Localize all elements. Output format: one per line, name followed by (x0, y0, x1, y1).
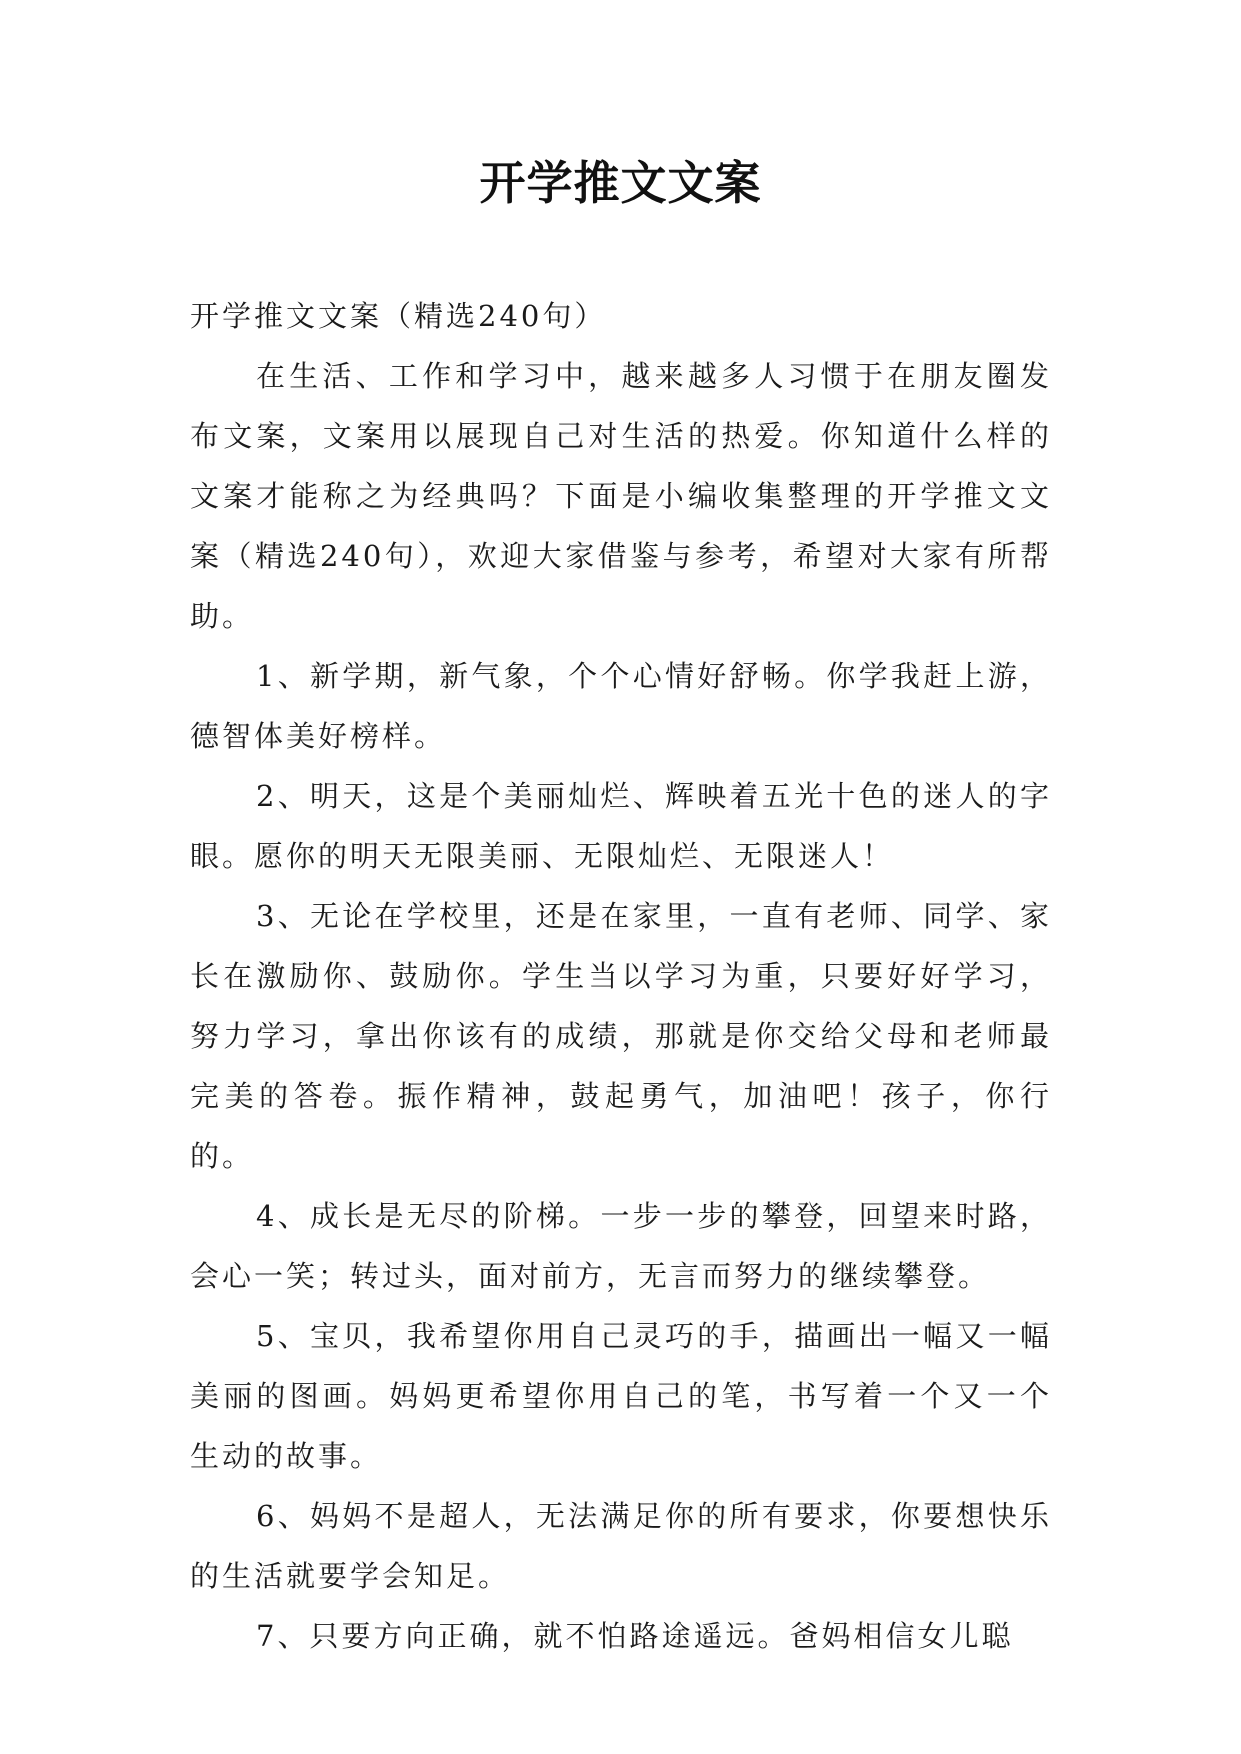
list-item: 1、新学期，新气象，个个心情好舒畅。你学我赶上游，德智体美好榜样。 (190, 659, 1052, 753)
document-title: 开学推文文案 (479, 156, 762, 210)
list-item: 2、明天，这是个美丽灿烂、辉映着五光十色的迷人的字眼。愿你的明天无限美丽、无限灿烂、无限迷人！ (190, 779, 1052, 873)
list-item: 3、无论在学校里，还是在家里，一直有老师、同学、家长在激励你、鼓励你。学生当以学习为重，只要好好学习，努力学习，拿出你该有的成绩，那就是你交给父母和老师最完美的答卷。振作精神，鼓起勇气，加油吧！孩子，你行的。 (190, 899, 1052, 1173)
list-item: 4、成长是无尽的阶梯。一步一步的攀登，回望来时路，会心一笑；转过头，面对前方，无言而努力的继续攀登。 (190, 1199, 1052, 1293)
list-item: 5、宝贝，我希望你用自己灵巧的手，描画出一幅又一幅美丽的图画。妈妈更希望你用自己的笔，书写着一个又一个生动的故事。 (190, 1319, 1052, 1473)
list-item: 6、妈妈不是超人，无法满足你的所有要求，你要想快乐的生活就要学会知足。 (190, 1499, 1052, 1593)
document-subtitle: 开学推文文案（精选240句） (190, 299, 607, 333)
intro-paragraph: 在生活、工作和学习中，越来越多人习惯于在朋友圈发布文案，文案用以展现自己对生活的热爱。你知道什么样的文案才能称之为经典吗？下面是小编收集整理的开学推文文案（精选240句），欢迎大家借鉴与参考，希望对大家有所帮助。 (190, 359, 1052, 633)
list-item: 7、只要方向正确，就不怕路途遥远。爸妈相信女儿聪 (256, 1619, 1014, 1653)
document-body (190, 286, 1052, 1666)
